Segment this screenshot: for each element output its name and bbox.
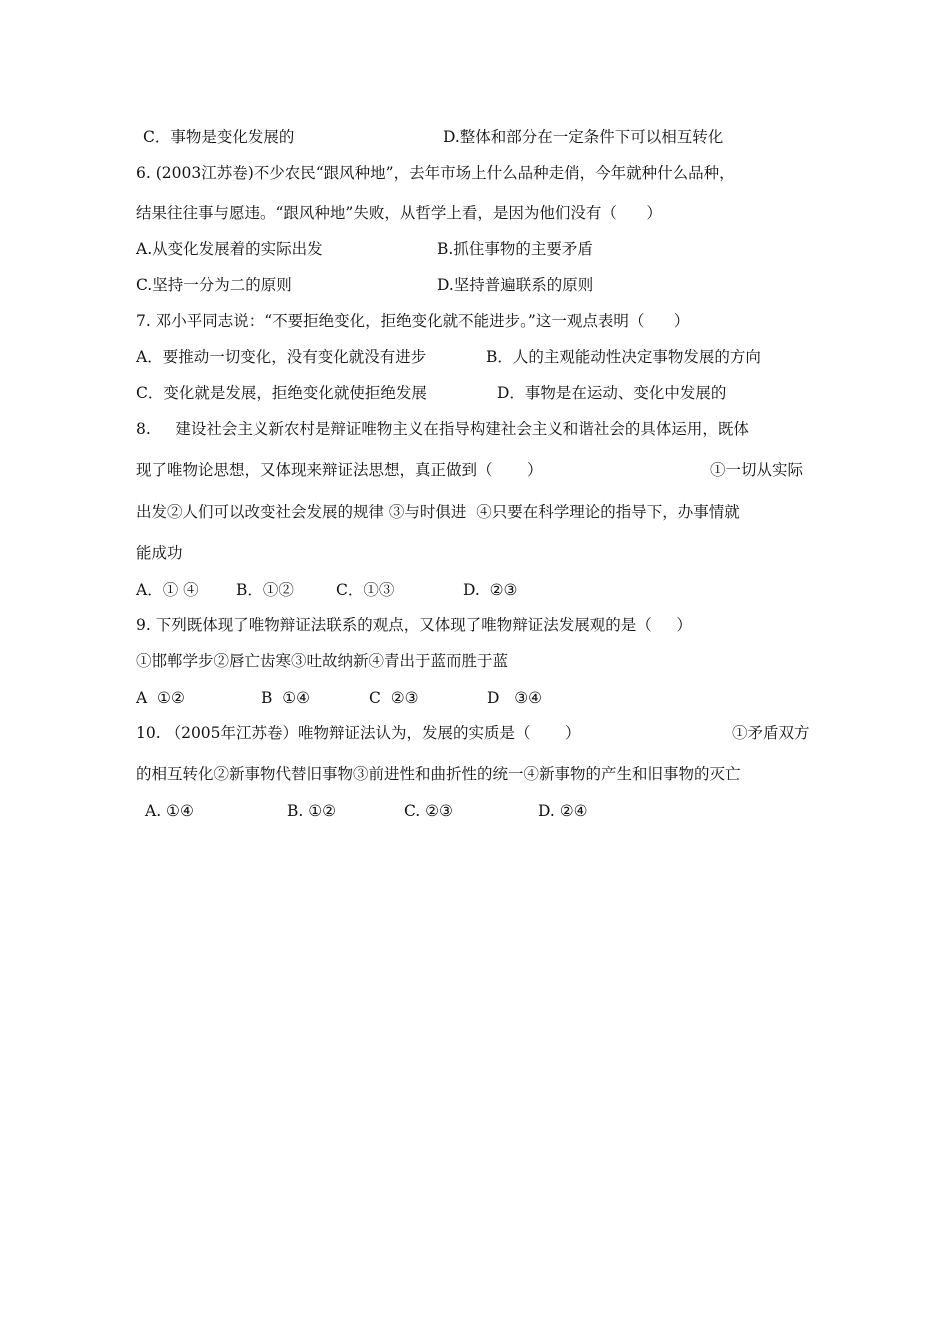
q10-stem-line1-a: 10. （2005年江苏卷）唯物辩证法认为，发展的实质是（ ） xyxy=(136,724,581,742)
q10-option-d: D. ②④ xyxy=(538,802,588,820)
q6-option-a: A.从变化发展着的实际出发 xyxy=(136,240,323,258)
q8-option-d: D. ②③ xyxy=(463,581,518,599)
q8-stem-line1: 8. 建设社会主义新农村是辩证唯物主义在指导构建社会主义和谐社会的具体运用，既体 xyxy=(136,420,749,438)
q8-option-a: A．① ④ xyxy=(136,581,199,599)
q9-option-a: A ①② xyxy=(136,689,185,707)
q6-stem-line1: 6. (2003江苏卷)不少农民“跟风种地”，去年市场上什么品种走俏，今年就种什么品种， xyxy=(136,164,735,182)
q8-stem-line4: 能成功 xyxy=(136,544,183,562)
q8-stem-line3: 出发②人们可以改变社会发展的规律 ③与时俱进 ④只要在科学理论的指导下，办事情就 xyxy=(136,503,740,521)
q8-option-c: C．①③ xyxy=(336,581,395,599)
q7-option-a: A．要推动一切变化，没有变化就没有进步 xyxy=(136,348,427,366)
q5-option-c: C．事物是变化发展的 xyxy=(143,128,295,146)
q7-option-c: C．变化就是发展，拒绝变化就使拒绝发展 xyxy=(136,384,427,402)
q9-option-c: C ②③ xyxy=(369,689,419,707)
q8-stem-line2-a: 现了唯物论思想，又体现来辩证法思想，真正做到（ ） xyxy=(136,461,543,479)
q9-option-d: D ③④ xyxy=(487,689,542,707)
q5-option-d: D.整体和部分在一定条件下可以相互转化 xyxy=(443,128,724,146)
q9-option-b: B ①④ xyxy=(261,689,311,707)
q10-option-c: C. ②③ xyxy=(404,802,453,820)
q10-option-b: B. ①② xyxy=(287,802,337,820)
q10-option-a: A. ①④ xyxy=(145,802,194,820)
q9-stem: 9. 下列既体现了唯物辩证法联系的观点，又体现了唯物辩证法发展观的是（ ） xyxy=(136,616,692,634)
q8-option-b: B．①② xyxy=(236,581,294,599)
q7-stem: 7. 邓小平同志说：“不要拒绝变化，拒绝变化就不能进步。”这一观点表明（ ） xyxy=(136,312,690,330)
q6-option-d: D.坚持普遍联系的原则 xyxy=(437,276,594,294)
q7-option-b: B．人的主观能动性决定事物发展的方向 xyxy=(486,348,761,366)
q9-items: ①邯郸学步②唇亡齿寒③吐故纳新④青出于蓝而胜于蓝 xyxy=(136,652,509,670)
q6-option-b: B.抓住事物的主要矛盾 xyxy=(437,240,593,258)
q10-stem-line1-b: ①矛盾双方 xyxy=(732,724,810,742)
q6-stem-line2: 结果往往事与愿违。“跟风种地”失败，从哲学上看，是因为他们没有（ ） xyxy=(136,204,662,222)
q6-option-c: C.坚持一分为二的原则 xyxy=(136,276,292,294)
q10-stem-line2: 的相互转化②新事物代替旧事物③前进性和曲折性的统一④新事物的产生和旧事物的灭亡 xyxy=(136,765,741,783)
q7-option-d: D．事物是在运动、变化中发展的 xyxy=(497,384,727,402)
q8-stem-line2-b: ①一切从实际 xyxy=(710,461,804,479)
